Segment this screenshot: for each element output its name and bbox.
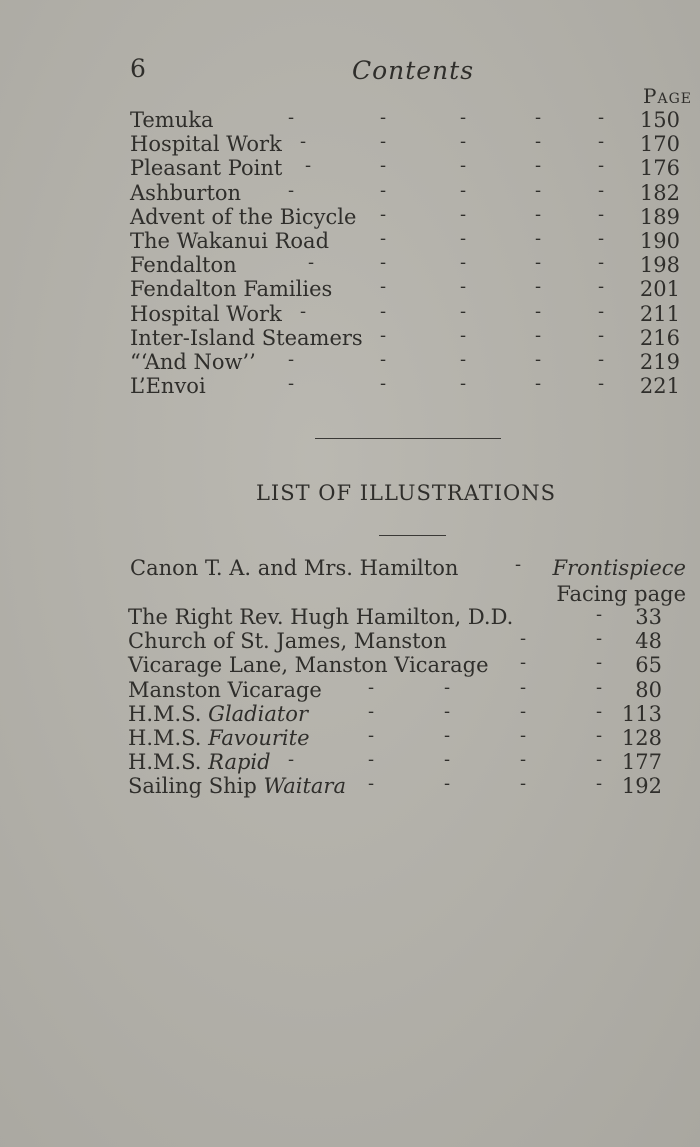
illustration-entry	[128, 774, 690, 798]
toc-entry-page: 216	[639, 325, 680, 350]
leader-dash: -	[598, 179, 605, 201]
leader-dash: -	[598, 155, 605, 177]
leader-dash: -	[460, 155, 467, 177]
contents-list	[130, 108, 690, 398]
leader-dash: -	[535, 276, 542, 298]
toc-entry	[130, 132, 690, 156]
illustration-page: 33	[635, 605, 662, 629]
illustration-title: The Right Rev. Hugh Hamilton, D.D.	[128, 605, 514, 629]
leader-dash: -	[598, 252, 605, 274]
leader-dash: -	[598, 300, 605, 322]
illustration-entry	[128, 702, 690, 726]
leader-dash: -	[288, 348, 295, 370]
illustration-prefix: H.M.S.	[128, 725, 202, 750]
illustration-title: Vicarage Lane, Manston Vicarage	[128, 653, 489, 678]
illustration-page: 48	[635, 629, 662, 654]
toc-entry	[130, 277, 690, 301]
toc-entry-page: 219	[639, 349, 680, 374]
leader-dash: -	[596, 652, 603, 674]
toc-entry-page: 221	[639, 374, 680, 399]
leader-dash: -	[535, 300, 542, 322]
toc-entry	[130, 205, 690, 229]
leader-dash: -	[380, 252, 387, 274]
illustration-title: Church of St. James, Manston	[128, 629, 447, 654]
leader-dash: -	[520, 724, 527, 746]
leader-dash: -	[535, 203, 542, 225]
leader-dash: -	[460, 203, 467, 225]
leader-dash: -	[444, 749, 451, 771]
toc-entry-title: Advent of the Bicycle	[130, 204, 357, 229]
leader-dash: -	[520, 773, 527, 795]
toc-entry	[130, 108, 690, 132]
illustration-title	[128, 774, 346, 798]
toc-entry-title: Ashburton	[130, 180, 242, 205]
leader-dash: -	[598, 107, 605, 128]
leader-dash: -	[460, 373, 467, 395]
facing-page-label: Facing page	[556, 582, 686, 606]
toc-entry	[130, 229, 690, 253]
toc-entry-page: 176	[639, 156, 680, 181]
illustration-prefix: Sailing Ship	[128, 774, 257, 799]
ship-name: Favourite	[208, 725, 310, 750]
leader-dash: -	[535, 227, 542, 249]
toc-entry-page: 150	[639, 108, 680, 132]
illustrations-heading: LIST OF ILLUSTRATIONS	[255, 481, 556, 505]
leader-dash: -	[460, 179, 467, 201]
toc-entry-title: Fendalton Families	[130, 277, 333, 302]
toc-entry-title: Fendalton	[130, 253, 237, 278]
leader-dash: -	[368, 700, 375, 722]
illustration-prefix: H.M.S.	[128, 750, 202, 775]
toc-entry-page: 170	[639, 132, 680, 157]
leader-dash: -	[515, 554, 522, 575]
leader-dash: -	[288, 373, 295, 395]
toc-entry-title: Temuka	[130, 108, 214, 132]
toc-entry	[130, 156, 690, 180]
leader-dash: -	[460, 324, 467, 346]
illustration-page: 128	[621, 725, 662, 750]
toc-entry-page: 198	[639, 253, 680, 278]
leader-dash: -	[535, 373, 542, 395]
toc-entry-title: Hospital Work	[130, 132, 282, 157]
illustration-title	[128, 702, 308, 726]
leader-dash: -	[596, 773, 603, 795]
toc-entry-title: Pleasant Point	[130, 156, 283, 181]
illustration-entry	[128, 726, 690, 750]
leader-dash: -	[380, 203, 387, 225]
leader-dash: -	[596, 676, 603, 698]
leader-dash: -	[598, 276, 605, 298]
illustration-title	[128, 750, 271, 774]
leader-dash: -	[520, 628, 527, 650]
leader-dash: -	[460, 300, 467, 322]
leader-dash: -	[520, 652, 527, 674]
leader-dash: -	[598, 131, 605, 153]
leader-dash: -	[300, 300, 307, 322]
leader-dash: -	[535, 131, 542, 153]
leader-dash: -	[288, 107, 295, 128]
leader-dash: -	[288, 179, 295, 201]
leader-dash: -	[380, 373, 387, 395]
illustration-page: 192	[621, 774, 662, 799]
leader-dash: -	[380, 131, 387, 153]
leader-dash: -	[380, 348, 387, 370]
leader-dash: -	[380, 107, 387, 128]
page-header	[0, 52, 700, 88]
illustration-entry	[128, 629, 690, 653]
illustration-entry	[128, 653, 690, 677]
ship-name: Waitara	[263, 774, 346, 799]
page-column-label: Page	[643, 84, 692, 108]
leader-dash: -	[520, 700, 527, 722]
illustration-title: Manston Vicarage	[128, 677, 322, 702]
leader-dash: -	[535, 324, 542, 346]
leader-dash: -	[444, 724, 451, 746]
leader-dash: -	[460, 348, 467, 370]
illustration-title	[128, 726, 310, 750]
frontispiece-title: Canon T. A. and Mrs. Hamilton	[130, 556, 459, 580]
toc-entry-title: The Wakanui Road	[130, 228, 330, 253]
toc-entry-title: “‘And Now’’	[130, 349, 256, 374]
leader-dash: -	[520, 676, 527, 698]
leader-dash: -	[598, 373, 605, 395]
frontispiece-note: Frontispiece	[552, 556, 686, 580]
leader-dash: -	[598, 348, 605, 370]
leader-dash: -	[380, 155, 387, 177]
leader-dash: -	[535, 348, 542, 370]
illustration-page: 65	[635, 653, 662, 678]
leader-dash: -	[368, 749, 375, 771]
toc-entry	[130, 302, 690, 326]
leader-dash: -	[368, 724, 375, 746]
toc-entry-page: 190	[639, 228, 680, 253]
leader-dash: -	[535, 107, 542, 128]
leader-dash: -	[444, 773, 451, 795]
toc-entry-page: 201	[639, 277, 680, 302]
leader-dash: -	[598, 227, 605, 249]
illustrations-list	[128, 605, 690, 799]
illustration-page: 177	[621, 750, 662, 775]
leader-dash: -	[444, 676, 451, 698]
leader-dash: -	[596, 604, 603, 625]
leader-dash: -	[596, 749, 603, 771]
leader-dash: -	[535, 252, 542, 274]
leader-dash: -	[380, 300, 387, 322]
toc-entry-page: 211	[639, 301, 680, 326]
toc-entry	[130, 374, 690, 398]
ship-name: Gladiator	[208, 701, 308, 726]
leader-dash: -	[300, 131, 307, 153]
leader-dash: -	[380, 276, 387, 298]
illustration-entry	[128, 678, 690, 702]
section-divider	[315, 438, 501, 439]
toc-entry-title: Hospital Work	[130, 301, 282, 326]
heading-underline	[379, 535, 446, 536]
leader-dash: -	[460, 227, 467, 249]
illustration-page: 80	[635, 677, 662, 702]
leader-dash: -	[460, 107, 467, 128]
toc-entry-title: Inter-Island Steamers	[130, 325, 363, 350]
toc-entry-title: L’Envoi	[130, 374, 206, 399]
toc-entry	[130, 350, 690, 374]
illustration-prefix: H.M.S.	[128, 701, 202, 726]
leader-dash: -	[460, 131, 467, 153]
leader-dash: -	[535, 155, 542, 177]
frontispiece-entry	[130, 556, 690, 582]
toc-entry	[130, 326, 690, 350]
page-number: 6	[130, 54, 146, 83]
leader-dash: -	[368, 676, 375, 698]
leader-dash: -	[596, 724, 603, 746]
toc-entry-page: 182	[639, 180, 680, 205]
leader-dash: -	[596, 700, 603, 722]
illustration-entry	[128, 750, 690, 774]
leader-dash: -	[598, 203, 605, 225]
toc-entry	[130, 181, 690, 205]
leader-dash: -	[444, 700, 451, 722]
leader-dash: -	[535, 179, 542, 201]
running-title: Contents	[351, 56, 475, 85]
leader-dash: -	[380, 227, 387, 249]
illustration-entry	[128, 605, 690, 629]
leader-dash: -	[380, 324, 387, 346]
toc-entry-page: 189	[639, 204, 680, 229]
leader-dash: -	[288, 749, 295, 771]
leader-dash: -	[460, 252, 467, 274]
leader-dash: -	[596, 628, 603, 650]
toc-entry	[130, 253, 690, 277]
leader-dash: -	[460, 276, 467, 298]
leader-dash: -	[368, 773, 375, 795]
illustration-page: 113	[621, 701, 662, 726]
leader-dash: -	[598, 324, 605, 346]
leader-dash: -	[520, 749, 527, 771]
leader-dash: -	[380, 179, 387, 201]
leader-dash: -	[308, 252, 315, 274]
leader-dash: -	[305, 155, 312, 177]
ship-name: Rapid	[208, 750, 271, 775]
